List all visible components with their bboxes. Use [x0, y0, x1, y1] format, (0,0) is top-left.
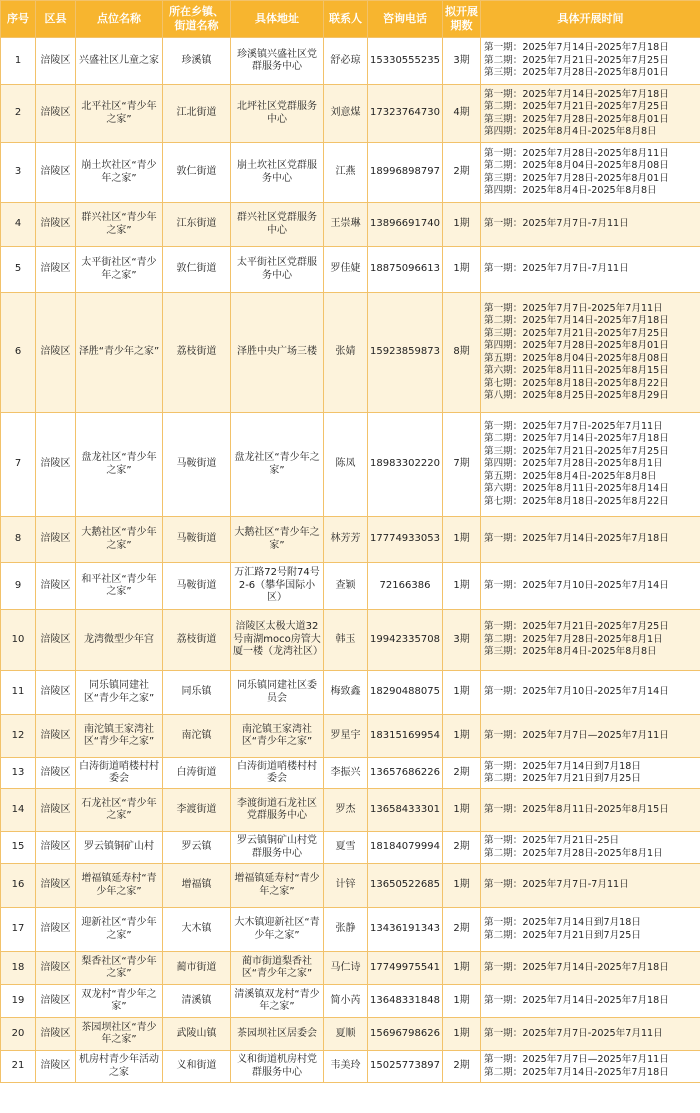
contact-cell: 陈凤 — [324, 413, 368, 517]
schedule-period: 第一期：2025年7月21日-25日 — [484, 835, 620, 846]
town-cell: 珍溪镇 — [163, 38, 231, 85]
phone-cell: 17323764730 — [368, 85, 443, 143]
row-index-cell: 3 — [1, 143, 36, 203]
col-header-town: 所在乡镇、街道名称 — [163, 1, 231, 38]
phone-cell: 15330555235 — [368, 38, 443, 85]
town-cell: 蔺市街道 — [163, 952, 231, 985]
schedule-period: 第二期：2025年7月21日到7月25日 — [484, 773, 641, 784]
periods-cell: 1期 — [443, 864, 481, 908]
phone-cell: 19942335708 — [368, 610, 443, 671]
col-header-county: 区县 — [36, 1, 76, 38]
phone-cell: 13657686226 — [368, 758, 443, 789]
site-name-cell: 龙湾微型少年宫 — [76, 610, 163, 671]
phone-cell: 18875096613 — [368, 247, 443, 293]
table-row — [1, 864, 700, 908]
table-row — [1, 293, 700, 413]
periods-cell: 2期 — [443, 908, 481, 952]
schedule-period: 第一期：2025年7月21日-2025年7月25日 — [484, 621, 669, 633]
table-row — [1, 203, 700, 247]
periods-cell: 1期 — [443, 715, 481, 758]
phone-cell: 18315169954 — [368, 715, 443, 758]
periods-cell: 1期 — [443, 203, 481, 247]
schedule-period: 第二期：2025年7月28日-2025年8月1日 — [484, 847, 663, 859]
schedule-period: 第五期：2025年8月4日-2025年8月8日 — [484, 470, 657, 482]
schedule-cell — [481, 85, 700, 143]
schedule-period: 第一期：2025年7月14日-2025年7月18日 — [484, 994, 669, 1006]
periods-cell: 1期 — [443, 1018, 481, 1051]
town-cell: 李渡街道 — [163, 789, 231, 832]
row-index-cell: 19 — [1, 985, 36, 1018]
site-name-cell: 同乐镇同建社区“青少年之家” — [76, 671, 163, 715]
schedule-cell — [481, 832, 700, 864]
address-cell: 盘龙社区“青少年之家” — [231, 413, 324, 517]
row-index-cell: 16 — [1, 864, 36, 908]
row-index-cell: 20 — [1, 1018, 36, 1051]
schedule-period: 第七期：2025年8月18日-2025年8月22日 — [484, 377, 669, 389]
schedule-cell — [481, 671, 700, 715]
schedule-period: 第三期：2025年7月21日-2025年7月25日 — [484, 445, 669, 457]
row-index-cell: 6 — [1, 293, 36, 413]
table-row — [1, 517, 700, 563]
periods-cell: 1期 — [443, 789, 481, 832]
schedule-period: 第一期：2025年7月7日—2025年7月11日 — [484, 729, 669, 741]
schedule-period: 第八期：2025年8月25日-2025年8月29日 — [484, 390, 669, 401]
county-cell: 涪陵区 — [36, 758, 76, 789]
table-row — [1, 952, 700, 985]
schedule-period: 第一期：2025年7月14日到7月18日 — [484, 917, 641, 928]
town-cell: 南沱镇 — [163, 715, 231, 758]
schedule-cell — [481, 203, 700, 247]
periods-cell: 3期 — [443, 610, 481, 671]
site-name-cell: 泽胜“青少年之家” — [76, 293, 163, 413]
county-cell: 涪陵区 — [36, 908, 76, 952]
row-index-cell: 2 — [1, 85, 36, 143]
schedule-cell — [481, 413, 700, 517]
schedule-period: 第七期：2025年8月18日-2025年8月22日 — [484, 495, 669, 507]
schedule-cell — [481, 517, 700, 563]
site-name-cell: 茶园坝社区“青少年之家” — [76, 1018, 163, 1051]
table-row — [1, 610, 700, 671]
schedule-cell — [481, 985, 700, 1018]
schedule-period: 第一期：2025年7月14日-2025年7月18日 — [484, 88, 669, 100]
county-cell: 涪陵区 — [36, 985, 76, 1018]
site-name-cell: 机房村青少年活动之家 — [76, 1051, 163, 1083]
county-cell: 涪陵区 — [36, 789, 76, 832]
contact-cell: 刘意煤 — [324, 85, 368, 143]
contact-cell: 张静 — [324, 908, 368, 952]
town-cell: 荔枝街道 — [163, 293, 231, 413]
schedule-period: 第三期：2025年7月21日-2025年7月25日 — [484, 327, 669, 339]
county-cell: 涪陵区 — [36, 864, 76, 908]
town-cell: 义和街道 — [163, 1051, 231, 1083]
row-index-cell: 10 — [1, 610, 36, 671]
periods-cell: 4期 — [443, 85, 481, 143]
contact-cell: 罗星宇 — [324, 715, 368, 758]
town-cell: 马鞍街道 — [163, 517, 231, 563]
schedule-period: 第二期：2025年7月21日-2025年7月25日 — [484, 54, 669, 66]
contact-cell: 韦美玲 — [324, 1051, 368, 1083]
contact-cell: 梅致鑫 — [324, 671, 368, 715]
county-cell: 涪陵区 — [36, 38, 76, 85]
row-index-cell: 8 — [1, 517, 36, 563]
site-name-cell: 盘龙社区“青少年之家” — [76, 413, 163, 517]
county-cell: 涪陵区 — [36, 293, 76, 413]
schedule-cell — [481, 247, 700, 293]
site-name-cell: 增福镇延寿村“青少年之家” — [76, 864, 163, 908]
phone-cell: 13658433301 — [368, 789, 443, 832]
row-index-cell: 15 — [1, 832, 36, 864]
address-cell: 泽胜中央广场三楼 — [231, 293, 324, 413]
site-name-cell: 太平街社区“青少年之家” — [76, 247, 163, 293]
site-name-cell: 双龙村“青少年之家” — [76, 985, 163, 1018]
phone-cell: 18996898797 — [368, 143, 443, 203]
contact-cell: 韩玉 — [324, 610, 368, 671]
table-row — [1, 908, 700, 952]
col-header-address: 具体地址 — [231, 1, 324, 38]
contact-cell: 马仁诗 — [324, 952, 368, 985]
row-index-cell: 21 — [1, 1051, 36, 1083]
site-name-cell: 罗云镇铜矿山村 — [76, 832, 163, 864]
phone-cell: 17774933053 — [368, 517, 443, 563]
table-row — [1, 247, 700, 293]
address-cell: 清溪镇双龙村“青少年之家” — [231, 985, 324, 1018]
town-cell: 马鞍街道 — [163, 413, 231, 517]
periods-cell: 2期 — [443, 1051, 481, 1083]
phone-cell: 15025773897 — [368, 1051, 443, 1083]
phone-cell: 13650522685 — [368, 864, 443, 908]
schedule-period: 第六期：2025年8月11日-2025年8月15日 — [484, 365, 669, 376]
schedule-cell — [481, 38, 700, 85]
contact-cell: 计锌 — [324, 864, 368, 908]
address-cell: 蔺市街道梨香社区“青少年之家” — [231, 952, 324, 985]
address-cell: 大木镇迎新社区“青少年之家” — [231, 908, 324, 952]
schedule-cell — [481, 610, 700, 671]
schedule-period: 第一期：2025年7月14日到7月18日 — [484, 760, 641, 772]
contact-cell: 王崇琳 — [324, 203, 368, 247]
periods-cell: 1期 — [443, 563, 481, 610]
schedule-period: 第二期：2025年7月21日到7月25日 — [484, 929, 641, 941]
periods-cell: 1期 — [443, 671, 481, 715]
table-row — [1, 1018, 700, 1051]
address-cell: 同乐镇同建社区委员会 — [231, 671, 324, 715]
contact-cell: 李振兴 — [324, 758, 368, 789]
site-name-cell: 南沱镇王家湾社区“青少年之家” — [76, 715, 163, 758]
phone-cell: 18983302220 — [368, 413, 443, 517]
county-cell: 涪陵区 — [36, 832, 76, 864]
phone-cell: 17749975541 — [368, 952, 443, 985]
schedule-period: 第三期：2025年7月28日-2025年8月01日 — [484, 67, 669, 79]
table-row — [1, 413, 700, 517]
col-header-periods: 拟开展期数 — [443, 1, 481, 38]
schedule-cell — [481, 908, 700, 952]
site-name-cell: 大鹅社区“青少年之家” — [76, 517, 163, 563]
periods-cell: 1期 — [443, 985, 481, 1018]
site-name-cell: 迎新社区“青少年之家” — [76, 908, 163, 952]
address-cell: 崩土坎社区党群服务中心 — [231, 143, 324, 203]
schedule-period: 第一期：2025年7月14日-2025年7月18日 — [484, 533, 669, 545]
schedule-cell — [481, 952, 700, 985]
town-cell: 荔枝街道 — [163, 610, 231, 671]
table-row — [1, 832, 700, 864]
table-row — [1, 563, 700, 610]
address-cell: 涪陵区太极大道32号南湖moco房管大厦一楼（龙湾社区） — [231, 610, 324, 671]
schedule-cell — [481, 1051, 700, 1083]
contact-cell: 罗佳婕 — [324, 247, 368, 293]
header-row — [1, 1, 700, 38]
table-row — [1, 143, 700, 203]
site-name-cell: 和平社区“青少年之家” — [76, 563, 163, 610]
town-cell: 江东街道 — [163, 203, 231, 247]
periods-cell: 1期 — [443, 952, 481, 985]
periods-cell: 2期 — [443, 758, 481, 789]
county-cell: 涪陵区 — [36, 610, 76, 671]
site-name-cell: 崩土坎社区“青少年之家” — [76, 143, 163, 203]
schedule-period: 第二期：2025年7月28日-2025年8月1日 — [484, 633, 663, 645]
schedule-period: 第一期：2025年7月7日-7月11日 — [484, 218, 629, 230]
table-row — [1, 758, 700, 789]
schedule-period: 第一期：2025年7月7日-2025年7月11日 — [484, 1027, 663, 1039]
county-cell: 涪陵区 — [36, 952, 76, 985]
contact-cell: 罗杰 — [324, 789, 368, 832]
site-name-cell: 兴盛社区儿童之家 — [76, 38, 163, 85]
table-row — [1, 671, 700, 715]
row-index-cell: 4 — [1, 203, 36, 247]
col-header-index: 序号 — [1, 1, 36, 38]
phone-cell: 13436191343 — [368, 908, 443, 952]
schedule-period: 第三期：2025年7月28日-2025年8月01日 — [484, 172, 669, 184]
address-cell: 李渡街道石龙社区党群服务中心 — [231, 789, 324, 832]
phone-cell: 72166386 — [368, 563, 443, 610]
schedule-period: 第三期：2025年8月4日-2025年8月8日 — [484, 646, 657, 658]
address-cell: 增福镇延寿村“青少年之家” — [231, 864, 324, 908]
phone-cell: 18184079994 — [368, 832, 443, 864]
schedule-period: 第一期：2025年7月10日-2025年7月14日 — [484, 579, 669, 591]
phone-cell: 15923859873 — [368, 293, 443, 413]
row-index-cell: 1 — [1, 38, 36, 85]
schedule-cell — [481, 864, 700, 908]
address-cell: 北坪社区党群服务中心 — [231, 85, 324, 143]
schedule-period: 第二期：2025年7月14日-2025年7月18日 — [484, 433, 669, 445]
address-cell: 群兴社区党群服务中心 — [231, 203, 324, 247]
table-body — [1, 38, 700, 1083]
periods-cell: 7期 — [443, 413, 481, 517]
table-row — [1, 789, 700, 832]
contact-cell: 林芳芳 — [324, 517, 368, 563]
schedule-period: 第一期：2025年7月7日-7月11日 — [484, 879, 629, 891]
address-cell: 珍溪镇兴盛社区党群服务中心 — [231, 38, 324, 85]
schedule-period: 第一期：2025年8月11日-2025年8月15日 — [484, 803, 669, 815]
periods-cell: 1期 — [443, 247, 481, 293]
row-index-cell: 9 — [1, 563, 36, 610]
contact-cell: 江燕 — [324, 143, 368, 203]
periods-cell: 3期 — [443, 38, 481, 85]
contact-cell: 舒必琼 — [324, 38, 368, 85]
schedule-period: 第二期：2025年7月14日-2025年7月18日 — [484, 315, 669, 326]
schedule-period: 第三期：2025年7月28日-2025年8月01日 — [484, 113, 669, 125]
periods-cell: 2期 — [443, 832, 481, 864]
county-cell: 涪陵区 — [36, 671, 76, 715]
phone-cell: 13648331848 — [368, 985, 443, 1018]
schedule-cell — [481, 143, 700, 203]
county-cell: 涪陵区 — [36, 247, 76, 293]
contact-cell: 简小芮 — [324, 985, 368, 1018]
schedule-period: 第一期：2025年7月28日-2025年8月11日 — [484, 147, 669, 159]
col-header-contact: 联系人 — [324, 1, 368, 38]
schedule-period: 第一期：2025年7月10日-2025年7月14日 — [484, 686, 669, 698]
county-cell: 涪陵区 — [36, 203, 76, 247]
town-cell: 大木镇 — [163, 908, 231, 952]
phone-cell: 15696798626 — [368, 1018, 443, 1051]
table-row — [1, 985, 700, 1018]
site-name-cell: 梨香社区“青少年之家” — [76, 952, 163, 985]
col-header-phone: 咨询电话 — [368, 1, 443, 38]
schedule-cell — [481, 715, 700, 758]
schedule-period: 第一期：2025年7月7日-7月11日 — [484, 263, 629, 275]
periods-cell: 8期 — [443, 293, 481, 413]
row-index-cell: 11 — [1, 671, 36, 715]
address-cell: 义和街道机房村党群服务中心 — [231, 1051, 324, 1083]
schedule-period: 第二期：2025年8月04日-2025年8月08日 — [484, 160, 669, 171]
town-cell: 罗云镇 — [163, 832, 231, 864]
town-cell: 白涛街道 — [163, 758, 231, 789]
schedule-cell — [481, 563, 700, 610]
schedule-period: 第一期：2025年7月7日-2025年7月11日 — [484, 302, 663, 314]
contact-cell: 查颖 — [324, 563, 368, 610]
schedule-cell — [481, 293, 700, 413]
county-cell: 涪陵区 — [36, 1018, 76, 1051]
schedule-period: 第四期：2025年8月4日-2025年8月8日 — [484, 126, 657, 137]
schedule-period: 第四期：2025年7月28日-2025年8月1日 — [484, 458, 663, 470]
county-cell: 涪陵区 — [36, 715, 76, 758]
schedule-period: 第一期：2025年7月7日-2025年7月11日 — [484, 420, 663, 432]
county-cell: 涪陵区 — [36, 563, 76, 610]
schedule-period: 第一期：2025年7月14日-2025年7月18日 — [484, 961, 669, 973]
address-cell: 罗云镇铜矿山村党群服务中心 — [231, 832, 324, 864]
schedule-period: 第二期：2025年7月21日-2025年7月25日 — [484, 101, 669, 112]
phone-cell: 13896691740 — [368, 203, 443, 247]
contact-cell: 夏顺 — [324, 1018, 368, 1051]
schedule-period: 第二期：2025年7月14日-2025年7月18日 — [484, 1066, 669, 1078]
schedule-cell — [481, 758, 700, 789]
row-index-cell: 5 — [1, 247, 36, 293]
site-name-cell: 石龙社区“青少年之家” — [76, 789, 163, 832]
col-header-site-name: 点位名称 — [76, 1, 163, 38]
town-cell: 清溪镇 — [163, 985, 231, 1018]
county-cell: 涪陵区 — [36, 143, 76, 203]
table-row — [1, 85, 700, 143]
address-cell: 太平街社区党群服务中心 — [231, 247, 324, 293]
table-row — [1, 715, 700, 758]
schedule-cell — [481, 1018, 700, 1051]
table-row — [1, 38, 700, 85]
row-index-cell: 14 — [1, 789, 36, 832]
schedule-period: 第五期：2025年8月04日-2025年8月08日 — [484, 352, 669, 364]
row-index-cell: 12 — [1, 715, 36, 758]
col-header-schedule: 具体开展时间 — [481, 1, 700, 38]
schedule-period: 第四期：2025年7月28日-2025年8月01日 — [484, 340, 669, 351]
town-cell: 武陵山镇 — [163, 1018, 231, 1051]
county-cell: 涪陵区 — [36, 517, 76, 563]
schedule-cell — [481, 789, 700, 832]
row-index-cell: 18 — [1, 952, 36, 985]
schedule-period: 第四期：2025年8月4日-2025年8月8日 — [484, 185, 657, 196]
row-index-cell: 13 — [1, 758, 36, 789]
table-header — [1, 1, 700, 38]
periods-cell: 1期 — [443, 517, 481, 563]
town-cell: 同乐镇 — [163, 671, 231, 715]
town-cell: 马鞍街道 — [163, 563, 231, 610]
contact-cell: 夏雪 — [324, 832, 368, 864]
site-name-cell: 北平社区“青少年之家” — [76, 85, 163, 143]
address-cell: 万汇路72号附74号2-6（攀华国际小区） — [231, 563, 324, 610]
address-cell: 南沱镇王家湾社区“青少年之家” — [231, 715, 324, 758]
schedule-period: 第六期：2025年8月11日-2025年8月14日 — [484, 483, 669, 495]
town-cell: 增福镇 — [163, 864, 231, 908]
town-cell: 敦仁街道 — [163, 247, 231, 293]
site-name-cell: 白涛街道哨楼村村委会 — [76, 758, 163, 789]
phone-cell: 18290488075 — [368, 671, 443, 715]
row-index-cell: 17 — [1, 908, 36, 952]
address-cell: 茶园坝社区居委会 — [231, 1018, 324, 1051]
row-index-cell: 7 — [1, 413, 36, 517]
county-cell: 涪陵区 — [36, 1051, 76, 1083]
address-cell: 大鹅社区“青少年之家” — [231, 517, 324, 563]
contact-cell: 张婧 — [324, 293, 368, 413]
table-row — [1, 1051, 700, 1083]
county-cell: 涪陵区 — [36, 413, 76, 517]
town-cell: 敦仁街道 — [163, 143, 231, 203]
site-name-cell: 群兴社区“青少年之家” — [76, 203, 163, 247]
county-cell: 涪陵区 — [36, 85, 76, 143]
town-cell: 江北街道 — [163, 85, 231, 143]
schedule-period: 第一期：2025年7月7日—2025年7月11日 — [484, 1054, 669, 1065]
periods-cell: 2期 — [443, 143, 481, 203]
address-cell: 白涛街道哨楼村村委会 — [231, 758, 324, 789]
schedule-period: 第一期：2025年7月14日-2025年7月18日 — [484, 42, 669, 54]
